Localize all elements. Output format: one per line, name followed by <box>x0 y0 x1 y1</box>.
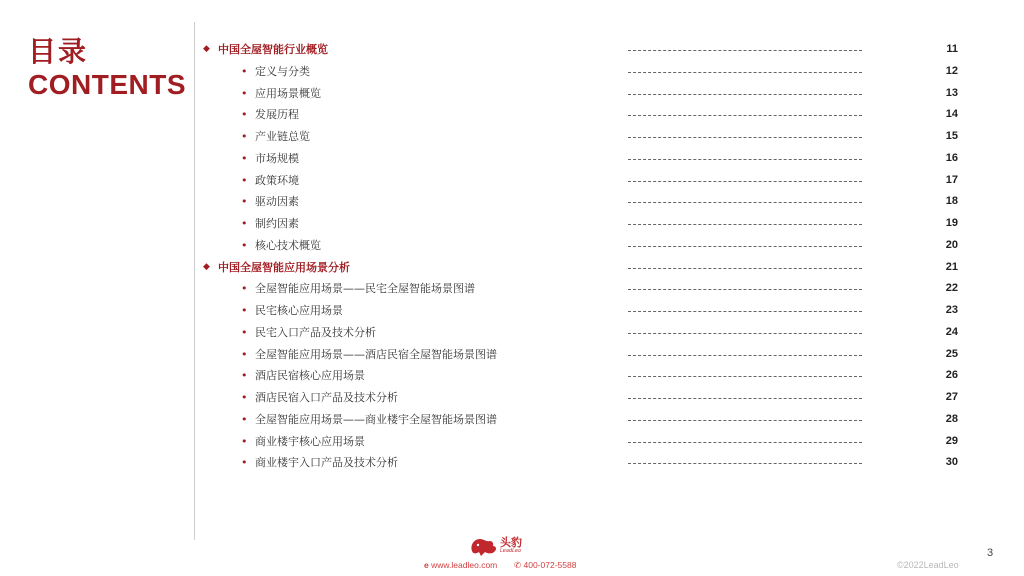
leader-dashes <box>628 268 862 269</box>
toc-item[interactable] <box>200 61 990 83</box>
dot-bullet-icon: • <box>241 347 248 361</box>
leader-dashes <box>628 224 862 225</box>
leader-dashes <box>628 289 862 290</box>
toc-item[interactable] <box>200 83 990 105</box>
leader-dashes <box>628 202 862 203</box>
leader-dashes <box>628 442 862 443</box>
toc-label: 民宅核心应用场景 <box>255 304 343 317</box>
leader-dashes <box>628 311 862 312</box>
dot-bullet-icon: • <box>241 456 248 470</box>
page-title-cn: 目录 <box>28 35 89 68</box>
dot-bullet-icon: • <box>241 434 248 448</box>
toc-page-number: 15 <box>945 130 958 142</box>
page-title-en: CONTENTS <box>28 69 186 100</box>
table-of-contents <box>200 39 990 474</box>
toc-item[interactable] <box>200 213 990 235</box>
dot-bullet-icon: • <box>241 173 248 187</box>
leader-dashes <box>628 246 862 247</box>
toc-item[interactable] <box>200 387 990 409</box>
toc-item[interactable] <box>200 191 990 213</box>
dot-bullet-icon: • <box>241 325 248 339</box>
toc-label: 酒店民宿核心应用场景 <box>255 369 365 383</box>
phone-icon: ✆ <box>514 560 522 570</box>
dot-bullet-icon: • <box>241 391 248 404</box>
toc-page-number: 18 <box>945 195 958 208</box>
vertical-divider <box>194 22 195 540</box>
dot-bullet-icon: • <box>241 64 248 78</box>
toc-page-number: 27 <box>945 391 958 403</box>
diamond-bullet-icon: ◆ <box>203 44 210 54</box>
toc-label: 商业楼宇入口产品及技术分析 <box>255 456 398 470</box>
dot-bullet-icon: • <box>241 130 248 143</box>
footer-contact <box>424 560 576 571</box>
toc-page-number: 12 <box>945 64 958 77</box>
web-icon: e <box>424 560 429 570</box>
toc-label: 应用场景概览 <box>255 86 321 100</box>
toc-item[interactable] <box>200 126 990 148</box>
toc-page-number: 29 <box>945 434 958 447</box>
dot-bullet-icon: • <box>241 86 248 100</box>
toc-page-number: 11 <box>946 43 958 55</box>
dot-bullet-icon: • <box>241 217 248 230</box>
dot-bullet-icon: • <box>241 412 248 426</box>
leader-dashes <box>628 355 862 356</box>
title-block <box>28 36 186 102</box>
website-link[interactable]: www.leadleo.com <box>431 560 498 570</box>
toc-item[interactable] <box>200 409 990 431</box>
leader-dashes <box>628 94 862 95</box>
dot-bullet-icon: • <box>241 282 248 296</box>
leader-dashes <box>628 376 862 377</box>
toc-label: 制约因素 <box>255 217 299 230</box>
toc-item[interactable] <box>200 170 990 192</box>
dot-bullet-icon: • <box>241 369 248 383</box>
page-number: 3 <box>987 547 994 559</box>
toc-page-number: 20 <box>945 238 958 251</box>
toc-label: 全屋智能应用场景——商业楼宇全屋智能场景图谱 <box>255 412 497 426</box>
toc-label: 全屋智能应用场景——酒店民宿全屋智能场景图谱 <box>255 347 497 361</box>
toc-label: 中国全屋智能应用场景分析 <box>218 260 350 274</box>
dot-bullet-icon: • <box>241 195 248 209</box>
logo-text: 头豹 <box>500 536 522 549</box>
toc-section[interactable] <box>200 39 990 61</box>
toc-item[interactable] <box>200 365 990 387</box>
toc-item[interactable] <box>200 104 990 126</box>
toc-label: 全屋智能应用场景——民宅全屋智能场景图谱 <box>255 282 475 296</box>
toc-item[interactable] <box>200 322 990 344</box>
leader-dashes <box>628 398 862 399</box>
toc-page-number: 13 <box>945 86 958 99</box>
toc-item[interactable] <box>200 148 990 170</box>
leader-dashes <box>628 181 862 182</box>
toc-label: 定义与分类 <box>255 64 310 78</box>
toc-label: 核心技术概览 <box>255 238 321 252</box>
phone-number: 400-072-5588 <box>523 560 577 570</box>
leader-dashes <box>628 333 862 334</box>
leader-dashes <box>628 50 862 51</box>
toc-page-number: 26 <box>945 369 958 382</box>
logo-subtext: LeadLeo <box>500 548 522 554</box>
toc-page-number: 21 <box>945 260 958 273</box>
toc-label: 酒店民宿入口产品及技术分析 <box>255 391 398 404</box>
toc-item[interactable] <box>200 278 990 300</box>
copyright: ©2022LeadLeo <box>897 560 959 570</box>
toc-item[interactable] <box>200 344 990 366</box>
toc-label: 产业链总览 <box>255 130 310 143</box>
dot-bullet-icon: • <box>241 238 248 252</box>
toc-label: 发展历程 <box>255 108 299 122</box>
toc-section[interactable] <box>200 257 990 279</box>
dot-bullet-icon: • <box>241 151 248 165</box>
toc-page-number: 22 <box>945 282 958 295</box>
toc-label: 驱动因素 <box>255 195 299 209</box>
toc-page-number: 24 <box>945 325 958 338</box>
dot-bullet-icon: • <box>241 108 248 122</box>
dot-bullet-icon: • <box>241 304 248 317</box>
diamond-bullet-icon: ◆ <box>203 261 210 272</box>
toc-page-number: 14 <box>945 108 958 121</box>
toc-page-number: 30 <box>945 456 958 469</box>
toc-page-number: 19 <box>945 217 958 229</box>
toc-label: 中国全屋智能行业概览 <box>218 43 328 56</box>
toc-page-number: 25 <box>945 347 958 360</box>
leader-dashes <box>628 159 862 160</box>
leader-dashes <box>628 137 862 138</box>
leader-dashes <box>628 463 862 464</box>
toc-label: 商业楼宇核心应用场景 <box>255 434 365 448</box>
leader-dashes <box>628 72 862 73</box>
toc-item[interactable] <box>200 431 990 453</box>
toc-item[interactable] <box>200 300 990 322</box>
toc-page-number: 17 <box>945 173 958 186</box>
toc-item[interactable] <box>200 235 990 257</box>
toc-page-number: 23 <box>945 304 958 316</box>
leader-dashes <box>628 115 862 116</box>
toc-page-number: 16 <box>945 151 958 164</box>
toc-page-number: 28 <box>945 412 958 425</box>
toc-label: 政策环境 <box>255 173 299 187</box>
toc-label: 民宅入口产品及技术分析 <box>255 325 376 339</box>
toc-item[interactable] <box>200 452 990 474</box>
toc-label: 市场规模 <box>255 151 299 165</box>
leader-dashes <box>628 420 862 421</box>
